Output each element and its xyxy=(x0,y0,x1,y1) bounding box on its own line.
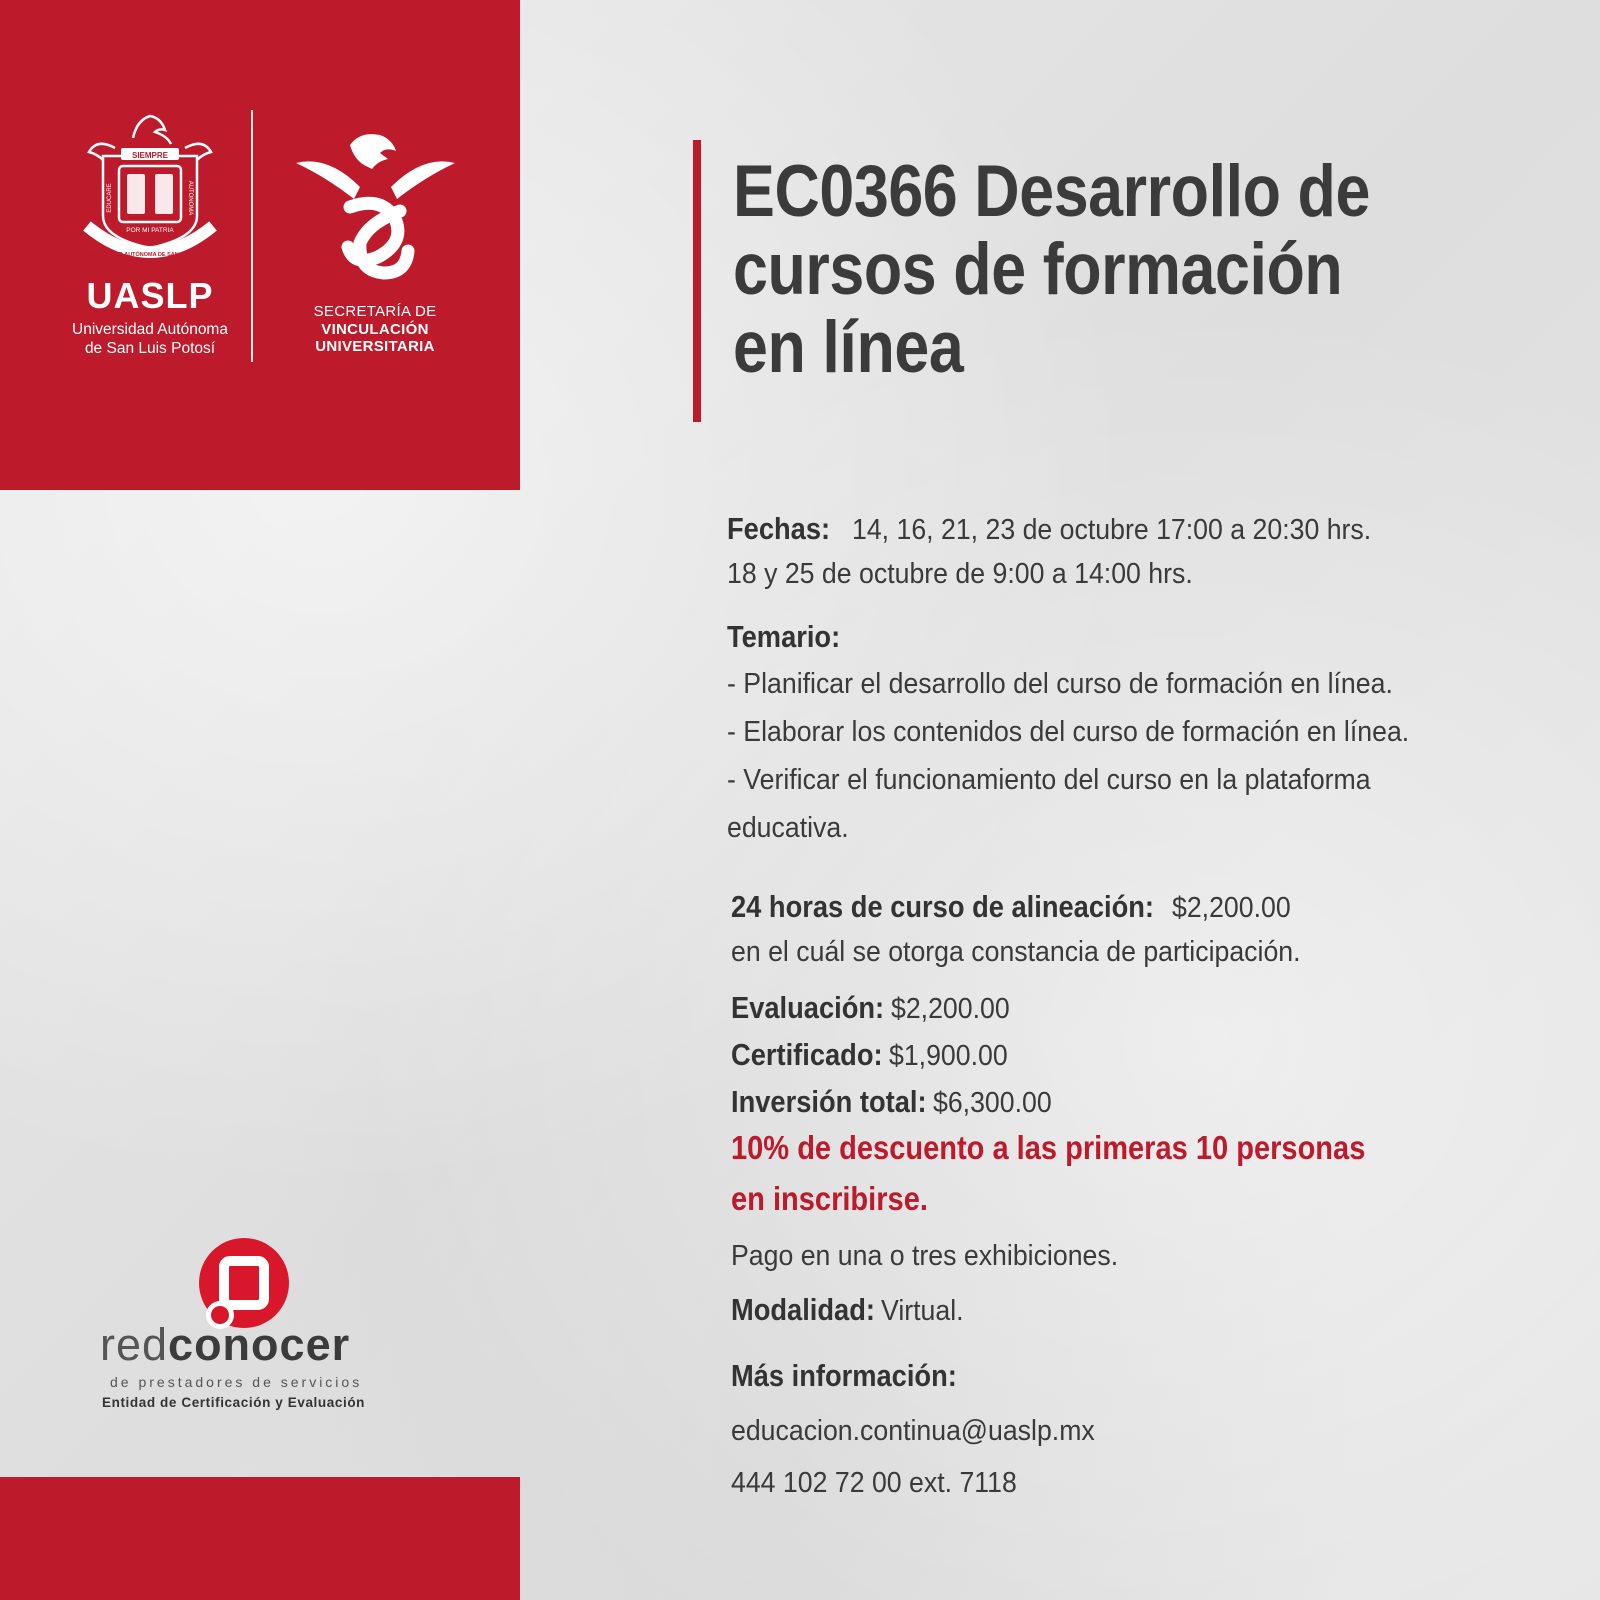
curso-note: en el cuál se otorga constancia de participación. xyxy=(731,936,1301,968)
seal-left-text: EDUCARE xyxy=(107,183,113,213)
temario-item-2: - Elaborar los contenidos del curso de formación en línea. xyxy=(727,716,1410,748)
eagle-emblem-icon xyxy=(288,125,463,290)
temario-item-1: - Planificar el desarrollo del curso de formación en línea. xyxy=(727,668,1393,700)
fechas-section xyxy=(727,505,1577,598)
course-title-line1: EC0366 Desarrollo de xyxy=(733,151,1370,232)
uaslp-fullname-line2: de San Luis Potosí xyxy=(84,340,216,358)
secretaria-line3: UNIVERSITARIA xyxy=(315,337,435,355)
redconocer-logo xyxy=(92,1237,437,1410)
uaslp-fullname-line1: Universidad Autónoma xyxy=(72,321,228,338)
costos-section xyxy=(731,883,1581,976)
seal-right-text: AUTONOMA xyxy=(187,180,193,216)
redconocer-word-light: red xyxy=(100,1319,169,1370)
course-title-line3: en línea xyxy=(733,307,964,388)
temario-item-3: - Verificar el funcionamiento del curso en la plataforma xyxy=(727,764,1371,796)
uaslp-logo xyxy=(60,108,240,368)
contact-email[interactable]: educacion.continua@uaslp.mx xyxy=(731,1415,1095,1447)
secretaria-line2: VINCULACIÓN xyxy=(321,320,429,338)
redconocer-entity: Entidad de Certificación y Evaluación xyxy=(102,1395,366,1410)
temario-label: Temario: xyxy=(727,619,841,654)
pago-text: Pago en una o tres exhibiciones. xyxy=(731,1240,1119,1272)
certificado-label: Certificado: xyxy=(731,1037,883,1072)
certificado-value: $1,900.00 xyxy=(889,1040,1009,1072)
seal-bottom-text: POR MI PATRIA xyxy=(126,227,174,234)
curso-value: $2,200.00 xyxy=(1171,892,1291,924)
seal-top-text: SIEMPRE xyxy=(131,151,169,160)
course-title xyxy=(733,151,1438,389)
seal-ring-text: UNIVERSIDAD AUTÓNOMA DE SAN LUIS POTOSÍ xyxy=(85,252,215,258)
secretaria-line1: SECRETARÍA DE xyxy=(313,303,437,320)
temario-section xyxy=(727,613,1577,852)
contact-phone[interactable]: 444 102 72 00 ext. 7118 xyxy=(731,1467,1017,1499)
evaluacion-value: $2,200.00 xyxy=(891,993,1010,1025)
descuento-line2: en inscribirse. xyxy=(731,1180,928,1217)
logo-divider xyxy=(251,110,253,362)
mas-informacion-label: Más información: xyxy=(731,1358,957,1393)
redconocer-word-bold: conocer xyxy=(168,1319,351,1370)
descuento-line1: 10% de descuento a las primeras 10 personas xyxy=(731,1129,1366,1166)
title-accent-bar xyxy=(693,140,701,422)
redconocer-mark-icon xyxy=(188,1237,298,1332)
modalidad-label: Modalidad: xyxy=(731,1292,875,1327)
evaluacion-label: Evaluación: xyxy=(731,990,885,1025)
course-title-line2: cursos de formación xyxy=(733,229,1343,310)
fechas-line1: 14, 16, 21, 23 de octubre 17:00 a 20:30 hrs. xyxy=(852,514,1372,546)
fechas-label: Fechas: xyxy=(727,511,831,546)
curso-label: 24 horas de curso de alineación: xyxy=(731,889,1154,924)
temario-item-3-cont: educativa. xyxy=(727,812,849,844)
red-footer-panel xyxy=(0,1477,520,1600)
inversion-value: $6,300.00 xyxy=(933,1087,1052,1119)
uaslp-seal-icon xyxy=(75,108,225,268)
secretaria-logo xyxy=(275,125,475,365)
contacto-section xyxy=(731,1352,1581,1507)
precios-section xyxy=(731,985,1581,1335)
modalidad-value: Virtual. xyxy=(880,1295,964,1327)
inversion-label: Inversión total: xyxy=(731,1084,927,1119)
redconocer-tagline: de prestadores de servicios xyxy=(110,1374,363,1390)
uaslp-acronym: UASLP xyxy=(86,275,214,316)
redconocer-wordmark xyxy=(100,1319,351,1370)
fechas-line2: 18 y 25 de octubre de 9:00 a 14:00 hrs. xyxy=(727,558,1193,590)
uaslp-fullname xyxy=(72,320,228,359)
